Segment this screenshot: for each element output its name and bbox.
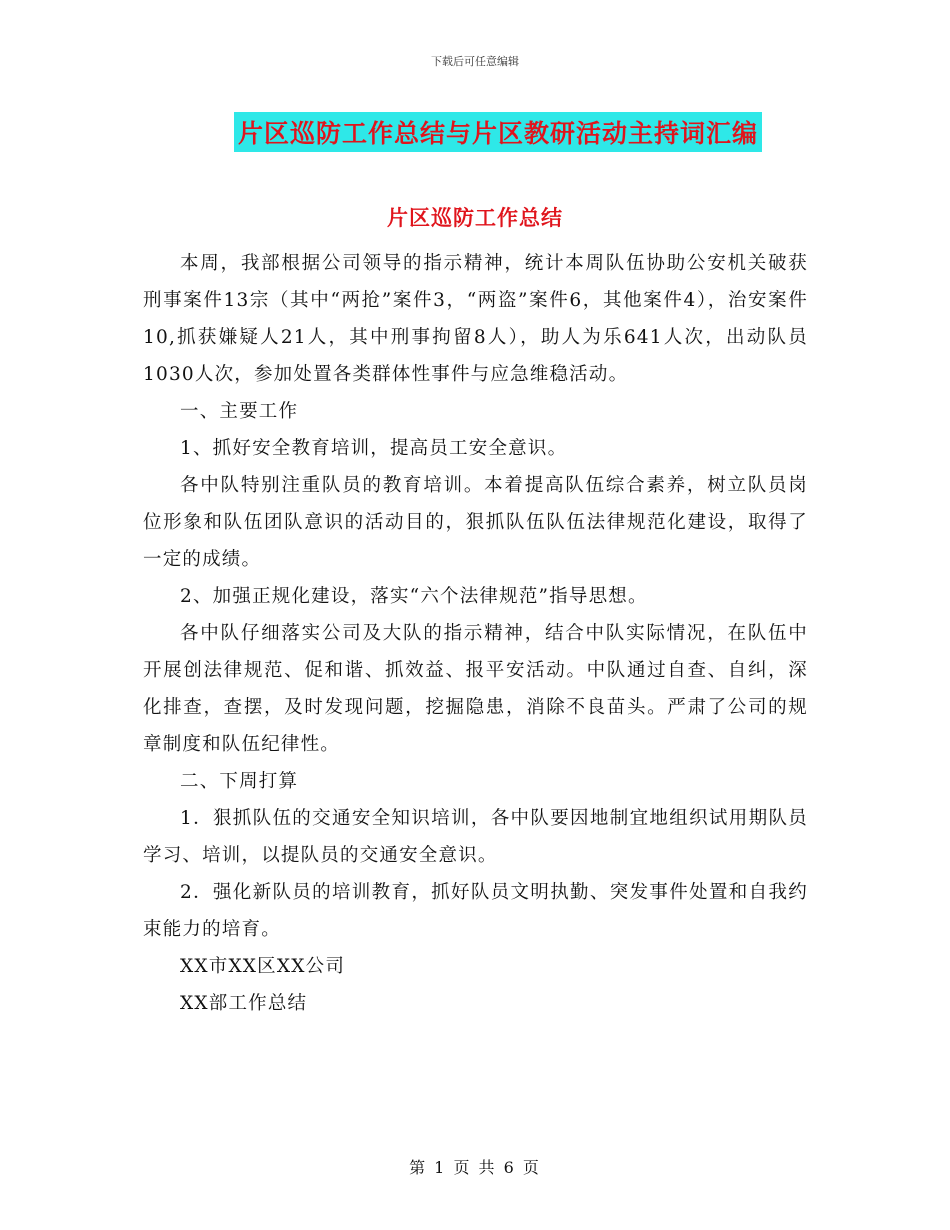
document-title-container (0, 112, 950, 152)
signature-department: XX部工作总结 (180, 993, 308, 1014)
signature-company: XX市XX区XX公司 (180, 956, 346, 977)
page-indicator: 第 1 页 共 6 页 (409, 1158, 541, 1177)
header-note: 下载后可任意编辑 (431, 55, 519, 68)
item-regularization: 2、加强正规化建设，落实“六个法律规范”指导思想。 (180, 586, 648, 607)
plan-item-new-member-training: 2．强化新队员的培训教育，抓好队员文明执勤、突发事件处置和自我约束能力的培育。 (143, 882, 808, 940)
heading-next-week-plan: 二、下周打算 (180, 771, 299, 792)
item-safety-training: 1、抓好安全教育培训，提高员工安全意识。 (180, 438, 568, 459)
paragraph-training-detail: 各中队特别注重队员的教育培训。本着提高队伍综合素养，树立队员岗位形象和队伍团队意识的活动目的，狠抓队伍队伍法律规范化建设，取得了一定的成绩。 (143, 475, 808, 570)
section-title: 片区巡防工作总结 (387, 205, 563, 230)
paragraph-intro: 本周，我部根据公司领导的指示精神，统计本周队伍协助公安机关破获刑事案件13宗（其中“两抢”案件3，“两盗”案件6，其他案件4），治安案件10,抓获嫌疑人21人，其中刑事拘留8人），助人为乐641人次，出动队员1030人次，参加处置各类群体性事件与应急维稳活动。 (143, 253, 808, 385)
document-title: 片区巡防工作总结与片区教研活动主持词汇编 (234, 112, 762, 152)
paragraph-regularization-detail: 各中队仔细落实公司及大队的指示精神，结合中队实际情况，在队伍中开展创法律规范、促和谐、抓效益、报平安活动。中队通过自查、自纠，深化排查，查摆，及时发现问题，挖掘隐患，消除不良苗头。严肃了公司的规章制度和队伍纪律性。 (143, 623, 808, 755)
heading-main-work: 一、主要工作 (180, 401, 299, 422)
document-body (143, 245, 808, 1022)
plan-item-traffic-training: 1．狠抓队伍的交通安全知识培训，各中队要因地制宜地组织试用期队员学习、培训，以提队员的交通安全意识。 (143, 808, 808, 866)
